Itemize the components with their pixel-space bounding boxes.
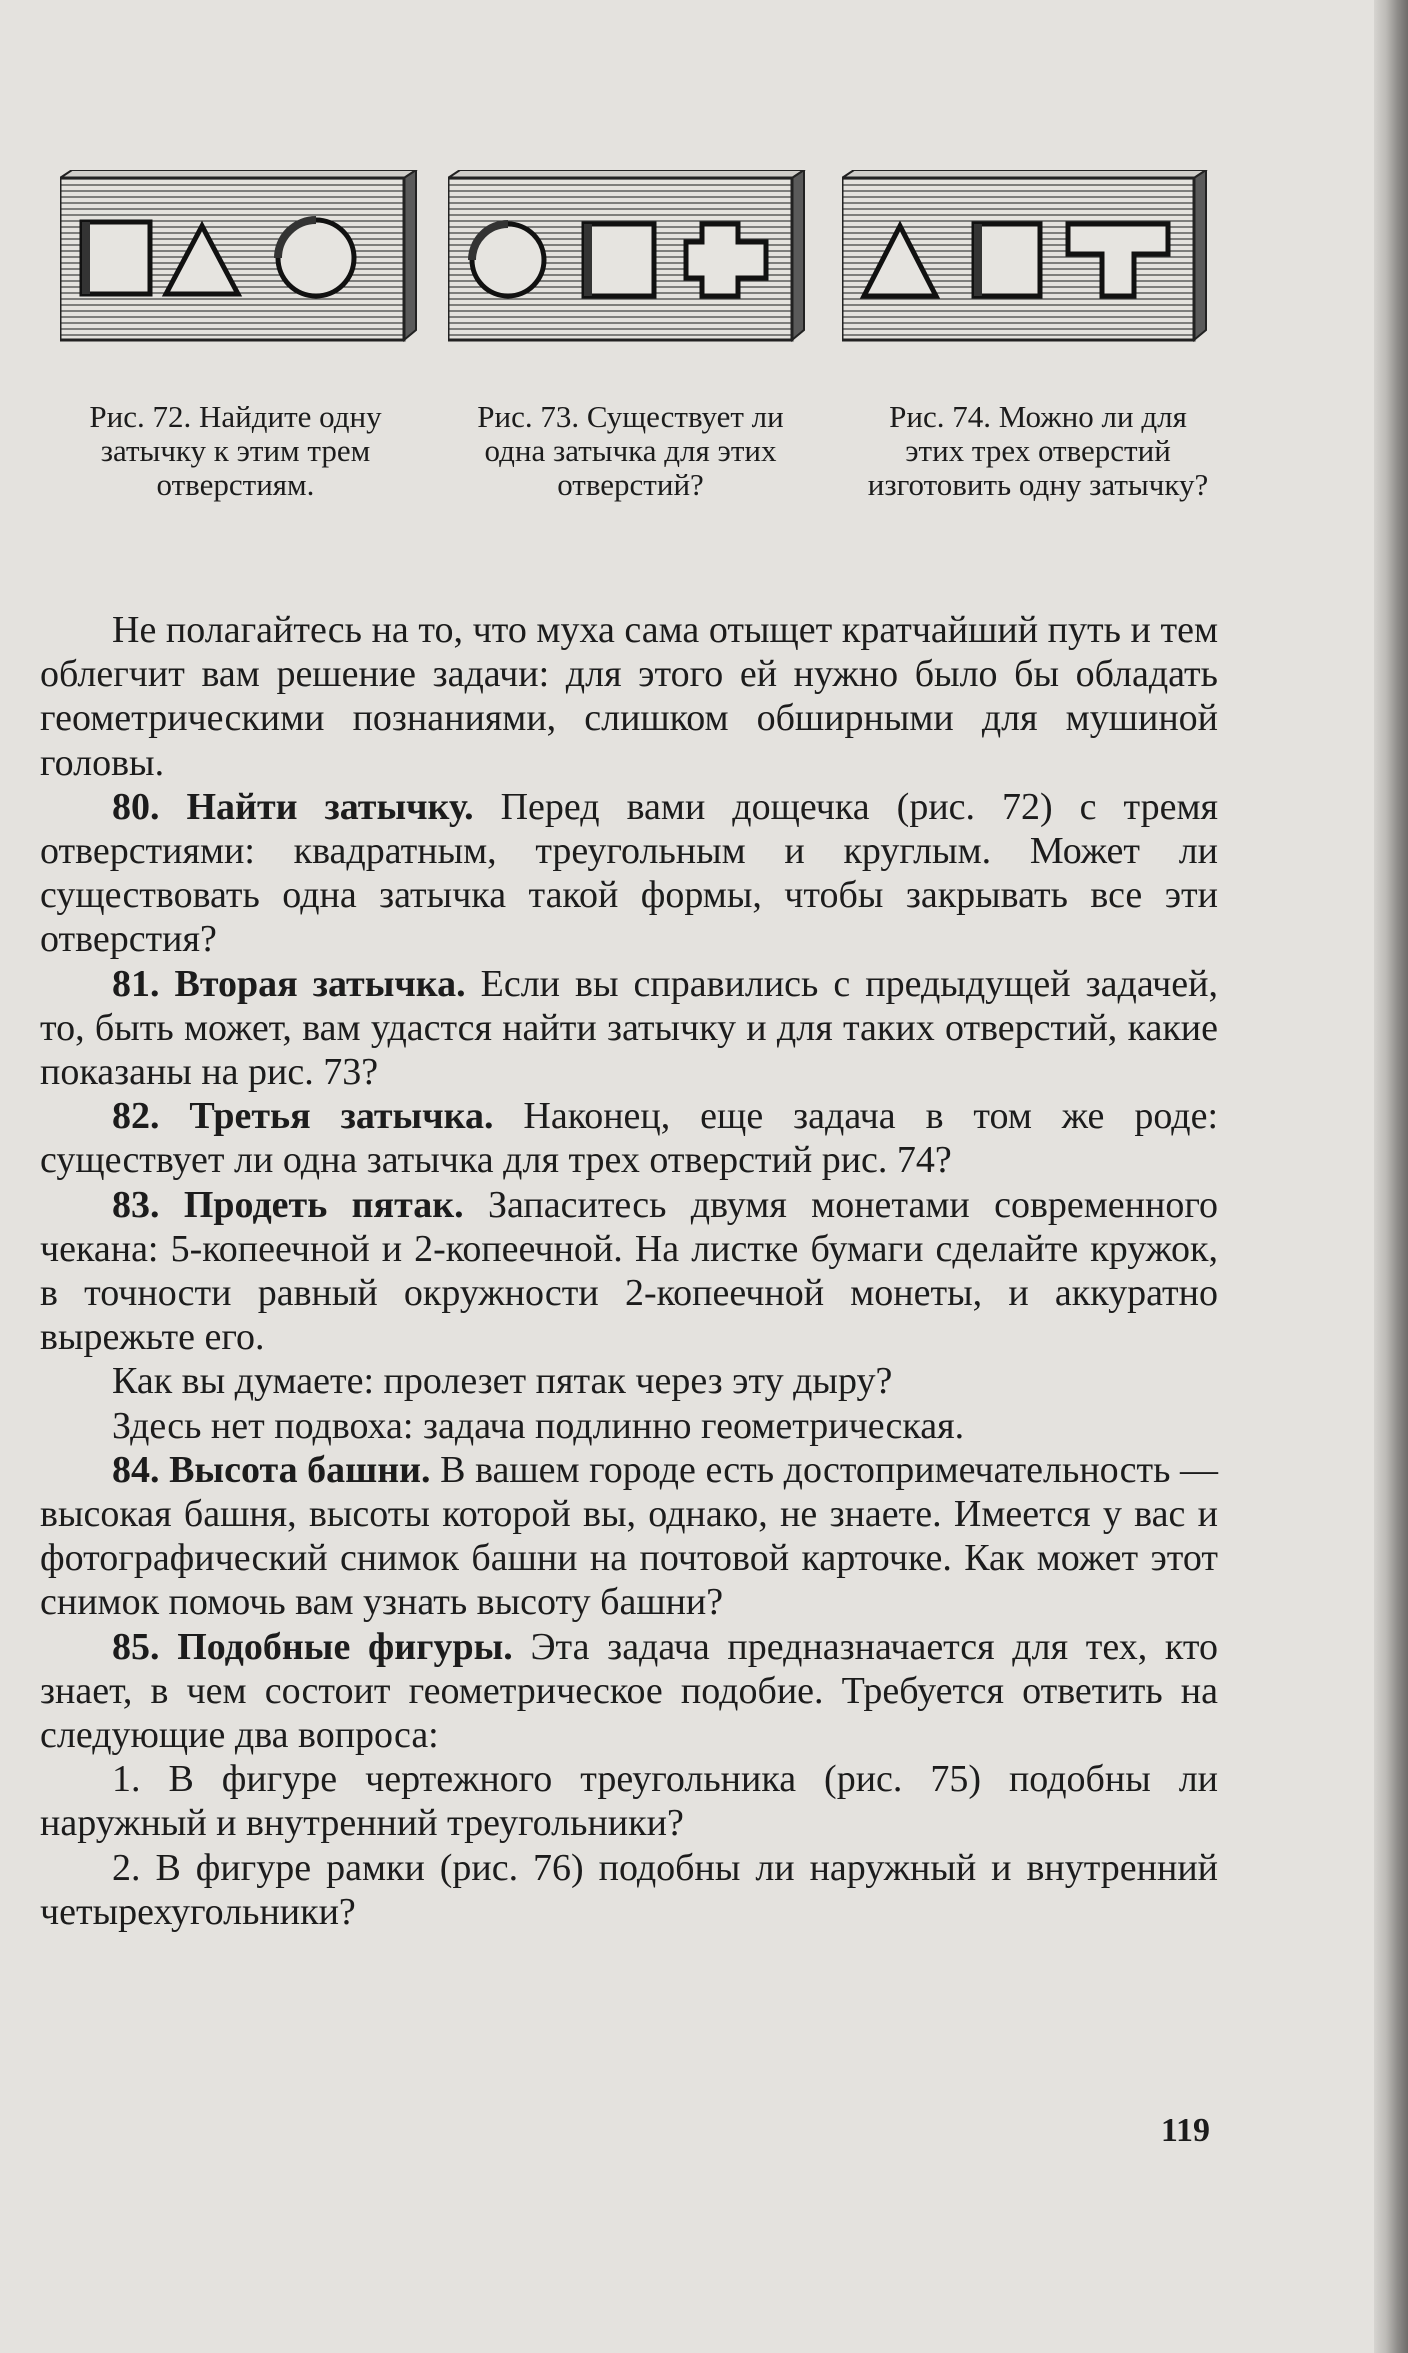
problem-title: 82. Третья затычка. <box>112 1095 494 1138</box>
page-body-text <box>40 608 1218 1934</box>
problem-title: 81. Вторая затычка. <box>112 962 466 1005</box>
caption-fig72: Рис. 72. Найдите одну затычку к этим трем отверстиям. <box>89 399 382 502</box>
problem-85-question-1: 1. В фигуре чертежного треугольника (рис. 75) подобны ли наружный и внутренний треугольники? <box>40 1758 1218 1845</box>
problem-83-note: Здесь нет подвоха: задача подлинно геометрическая. <box>112 1404 965 1447</box>
problem-title: 83. Продеть пятак. <box>112 1183 464 1226</box>
figures-row <box>60 170 1220 345</box>
board-fig72 <box>60 170 420 345</box>
caption-fig73: Рис. 73. Существует ли одна затычка для этих отверстий? <box>477 399 784 502</box>
board-fig73 <box>448 170 808 345</box>
problem-84: 84. Высота башни. В вашем городе есть достопримечательность — высокая башня, высоты которой вы, однако, не знаете. Имеется у вас и фотографический снимок башни на почтовой карточке. Как может этот снимок помочь вам узнать высоту башни? <box>40 1448 1218 1624</box>
board-fig74 <box>842 170 1212 345</box>
problem-81: 81. Вторая затычка. Если вы справились с предыдущей задачей, то, быть может, вам удастся найти затычку и для таких отверстий, какие показаны на рис. 73? <box>40 962 1218 1094</box>
problem-title: 85. Подобные фигуры. <box>112 1625 513 1668</box>
problem-title: 80. Найти затычку. <box>112 785 474 828</box>
caption-fig74: Рис. 74. Можно ли для этих трех отверстий изготовить одну затычку? <box>867 399 1209 502</box>
problem-83: 83. Продеть пятак. Запаситесь двумя монетами современного чекана: 5-копеечной и 2-копеечной. На листке бумаги сделайте кружок, в точности равный окружности 2-копеечной монеты, и аккуратно вырежьте его. <box>40 1183 1218 1359</box>
problem-82: 82. Третья затычка. Наконец, еще задача в том же роде: существует ли одна затычка для трех отверстий рис. 74? <box>40 1095 1219 1182</box>
problem-80: 80. Найти затычку. Перед вами дощечка (рис. 72) с тремя отверстиями: квадратным, треугольным и круглым. Может ли существовать одна затычка такой формы, чтобы закрывать все эти отверстия? <box>40 785 1218 961</box>
problem-85: 85. Подобные фигуры. Эта задача предназначается для тех, кто знает, в чем состоит геометрическое подобие. Требуется ответить на следующие два вопроса: <box>40 1625 1218 1757</box>
page-number: 119 <box>1160 2112 1210 2149</box>
square-hole-icon <box>584 224 654 296</box>
book-spine-shadow <box>1374 0 1408 2353</box>
circle-hole-icon <box>278 220 354 296</box>
problem-83-question: Как вы думаете: пролезет пятак через эту дыру? <box>112 1360 893 1403</box>
problem-title: 84. Высота башни. <box>112 1448 431 1491</box>
paragraph-fly: Не полагайтесь на то, что муха сама отыщет кратчайший путь и тем облегчит вам решение задачи: для этого ей нужно было бы обладать геометрическими познаниями, слишком обширными для мушиной головы. <box>40 609 1218 784</box>
circle-hole-icon <box>472 224 544 296</box>
problem-85-question-2: 2. В фигуре рамки (рис. 76) подобны ли наружный и внутренний четырехугольники? <box>40 1846 1218 1933</box>
square-hole-icon <box>974 224 1040 296</box>
square-hole-icon <box>82 222 150 294</box>
